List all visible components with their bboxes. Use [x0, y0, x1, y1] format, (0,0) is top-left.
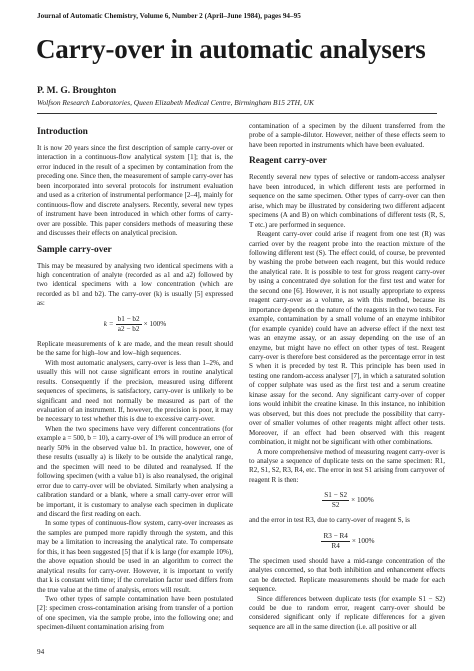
- s-error-equation: [249, 491, 445, 510]
- reagent-paragraph-6: Since differences between duplicate tests (for example S1 − S2) could be due to random error, reagent carry-over should be considered significant only if replicate differences for a given sequence are all in the same direction (i.e. all positive or all: [249, 594, 445, 631]
- header-rule: [37, 113, 437, 114]
- sample-paragraph-2: Replicate measurements of k are made, and the mean result should be the same for high–low and low–high sequences.: [37, 339, 233, 358]
- sample-carryover-heading: Sample carry-over: [37, 244, 112, 255]
- author-affiliation: Wolfson Research Laboratories, Queen Elizabeth Medical Centre, Birmingham B15 2TH, UK: [37, 98, 314, 107]
- r-error-rhs: × 100%: [351, 536, 375, 545]
- page-number: 94: [37, 648, 45, 656]
- sample-paragraph-4: When the two specimens have very different concentrations (for example a = 500, b = 10), a carry-over of 1% will produce an error of nearly 50% in the observed value b1. In practice, however, one of these results (usually a) is likely to be outside the analytical range, and the specimen will need to be diluted and reanalysed. If the following specimen (with a value b1) is also reanalysed, the original error due to carry-over will be obviated. Similarly when analysing a calibration standard or a blank, where a small carry-over error will be important, it is customary to analyse each specimen in duplicate and discard the first reading on each.: [37, 424, 233, 518]
- r-error-fraction: [321, 532, 349, 551]
- carryover-equation: [37, 315, 233, 334]
- s-error-numerator: S1 − S2: [324, 491, 348, 500]
- author-name: P. M. G. Broughton: [37, 86, 117, 96]
- sample-paragraph-5: In some types of continuous-flow system, carry-over increases as the samples are pumped more rapidly through the system, and this may be a limitation to increasing the analytical rate. To compensate for this, it has been suggested [5] that if k is large (for example 10%), the above equation should be used in an algorithm to correct the analytical results for carry-over. However, it is important to verify that k is constant with time; if the correlation factor used differs from the true value at the time of analysis, errors will result.: [37, 519, 233, 594]
- reagent-paragraph-1: Recently several new types of selective or random-access analyser have been introduced, in which different tests are performed in sequence on the same specimen. Other types of carry-over can then arise, which may be illustrated by considering two different adjacent specimens (A and B) on which combinations of different tests (R, S, T etc.) are performed in sequence.: [249, 173, 445, 229]
- r-error-denominator: R4: [331, 541, 340, 550]
- s-error-fraction: [322, 491, 349, 510]
- equation-numerator: b1 − b2: [117, 314, 140, 323]
- r-error-equation: [249, 532, 445, 551]
- equation-fraction: [116, 315, 142, 334]
- sample-paragraph-6: Two other types of sample contamination have been postulated [2]: specimen cross-contamination arising from transfer of a portion of one specimen, via the sample probe, into the following one; and specimen-diluent contamination arising from: [37, 595, 233, 632]
- reagent-paragraph-3: A more comprehensive method of measuring reagent carry-over is to analyse a sequence of duplicate tests on the same specimen: R1, R2, S1, S2, R3, R4, etc. The error in test S1 arising from carryover of reagent R is then:: [249, 447, 445, 484]
- sample-paragraph-1: This may be measured by analysing two identical specimens with a high concentration of analyte (recorded as a1 and a2) followed by two identical specimens with a low concentration (which are recorded as b1 and b2). The carry-over (k) is usually [5] expressed as:: [37, 261, 233, 308]
- reagent-paragraph-5: The specimen used should have a mid-range concentration of the analytes concerned, so that both inhibition and enhancement effects can be detected. Replicate measurements should be made for each sequence.: [249, 556, 445, 594]
- left-column: [37, 123, 233, 633]
- sample-paragraph-3: With most automatic analysers, carry-over is less than 1–2%, and usually this will not cause significant errors in routine analytical results. Consequently if the precision, measured using different sequences of specimens, is satisfactory, carry-over is unlikely to be significant and need not normally be measured as part of the evaluation of an instrument. If, however, the precision is poor, it may be necessary to test whether this is due to excessive carry-over.: [37, 358, 233, 424]
- equation-lhs: k =: [103, 319, 114, 328]
- running-head: Journal of Automatic Chemistry, Volume 6, Number 2 (April–June 1984), pages 94–95: [37, 12, 301, 20]
- equation-rhs: × 100%: [143, 319, 167, 328]
- article-title: Carry-over in automatic analysers: [36, 34, 426, 64]
- equation-denominator: a2 − b2: [117, 324, 140, 333]
- s-error-rhs: × 100%: [351, 496, 374, 505]
- s-error-denominator: S2: [331, 501, 340, 510]
- continued-paragraph: contamination of a specimen by the diluent transferred from the probe of a sample-dilutor. However, neither of these effects seem to have been reported in instruments which have been evaluated.: [249, 122, 445, 149]
- reagent-paragraph-4: and the error in test R3, due to carry-over of reagent S, is: [249, 516, 410, 525]
- reagent-paragraph-2: Reagent carry-over could arise if reagent from one test (R) was carried over by the reagent probe into the reaction mixture of the following different test (S). The effect could, of course, be prevented by washing the probe between each reagent, but this would reduce the analytical rate. It is possible to test for gross reagent carry-over by using a concentrated dye solution for the first test and water for the second one [6]. However, it is not usually appropriate to express reagent carry-over as a volume, as with this method, because its importance depends on the nature of the reagents in the two tests. For example, contamination by a small volume of an enzyme inhibitor (for example cyanide) could have an adverse effect if the next test was an enzyme assay, or an assay depending on the use of an enzyme, but might have no effect on other types of test. Reagent carry-over is therefore best considered as the percentage error in test S when it is preceded by test R. This principle has been used in testing one random-access analyser [7], in which a saturated solution of copper sulphate was used as the first test and a serum creatine kinase assay for the second. Any significant carry-over of copper ions would inhibit the creatine kinase. In this instance, no inhibition was observed, but this does not preclude the possibility that carry-over of smaller volumes of other reagents might affect other tests. Moreover, if an effect had been observed with this reagent combination, it might not be significant with other combinations.: [249, 230, 445, 447]
- reagent-carryover-heading: Reagent carry-over: [249, 156, 327, 167]
- intro-heading: Introduction: [37, 127, 88, 137]
- intro-paragraph: It is now 20 years since the first description of sample carry-over or interaction in a continuous-flow analytical system [1]; that is, the error induced in the result of a specimen by contamination from the preceding one. Since then, the measurement of sample carry-over has been incorporated into several protocols for instrument evaluation and used as a criterion of instrumental performance [2–4], mainly for continuous-flow and discrete analysers. Recently, several new types of instrument have been introduced in which other forms of carry-over are possible. This paper considers methods of measuring these and discusses their effects on analytical precision.: [37, 144, 233, 238]
- right-column: [249, 122, 445, 632]
- r-error-numerator: R3 − R4: [323, 531, 348, 540]
